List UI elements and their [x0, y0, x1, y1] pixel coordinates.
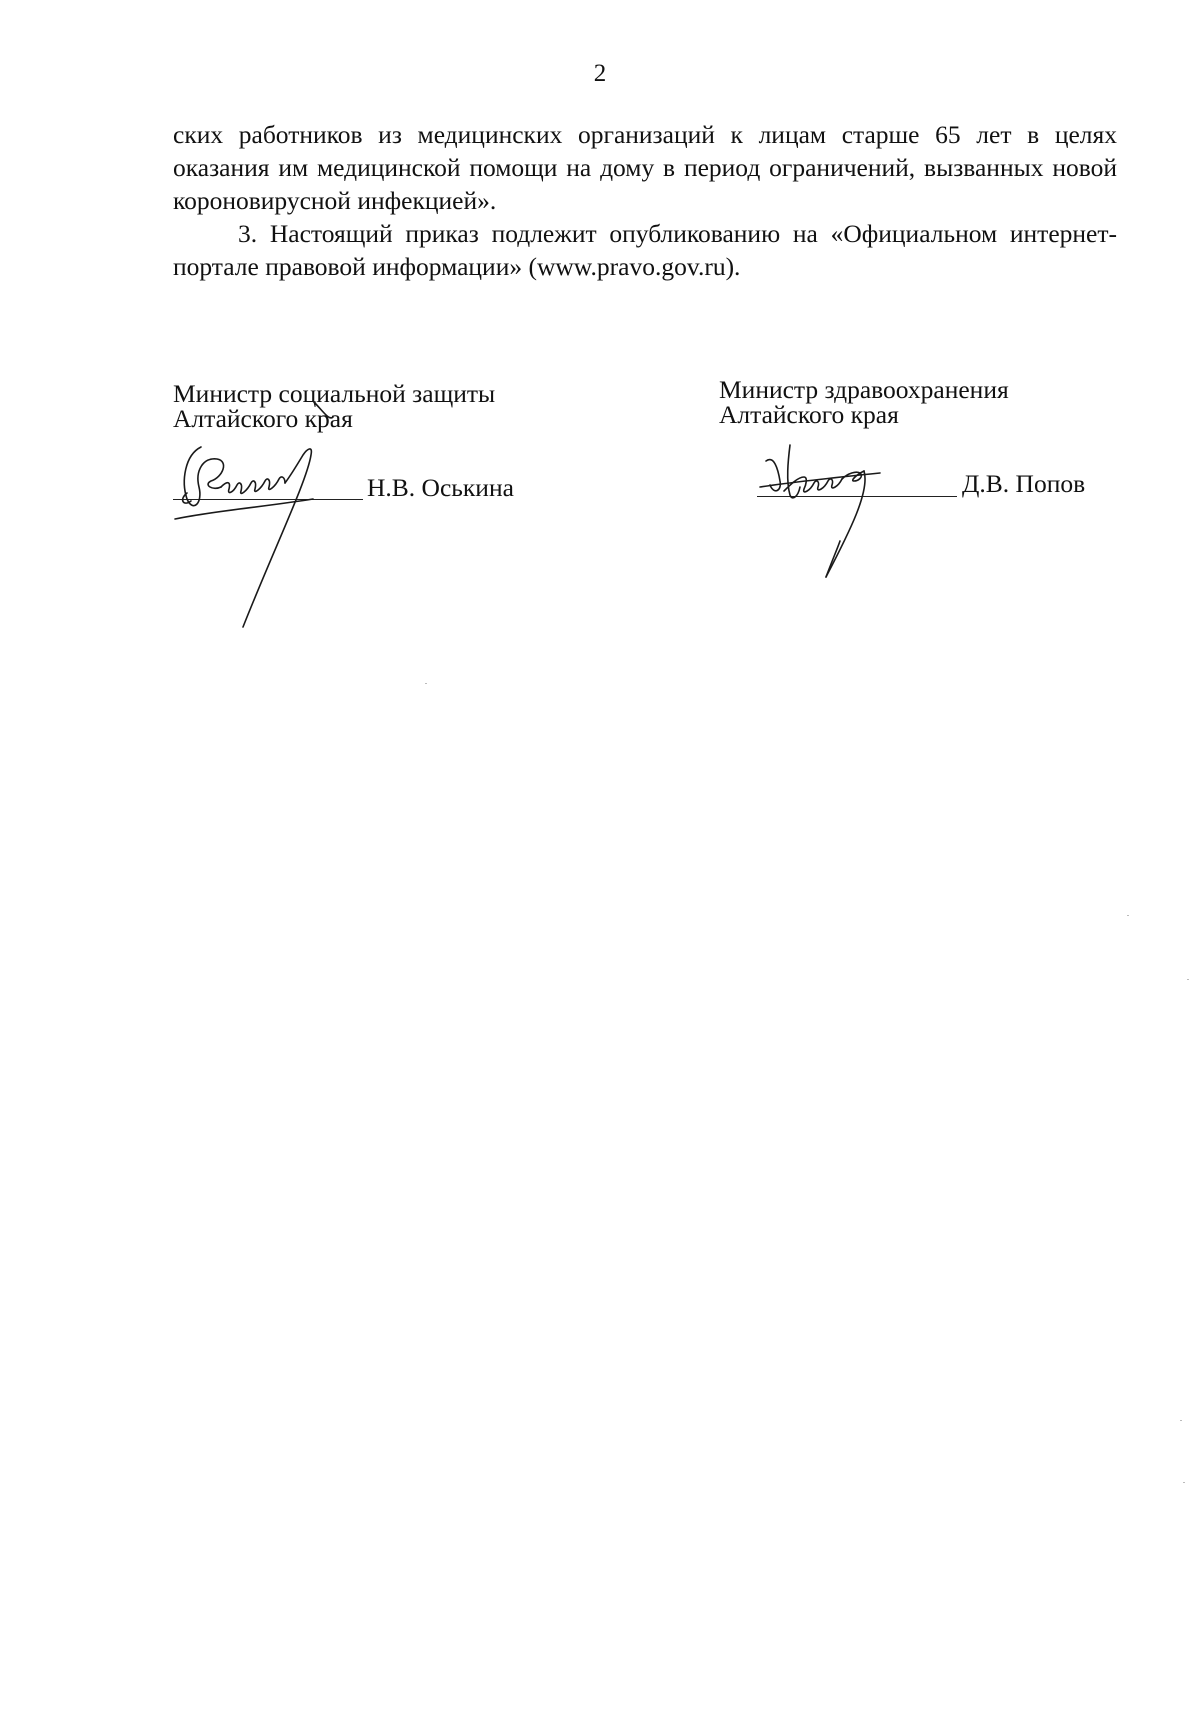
signatory-right-name: Д.В. Попов [962, 469, 1086, 498]
scan-speck [1187, 979, 1189, 980]
page-number: 2 [593, 60, 607, 87]
signatory-left-title [173, 381, 495, 431]
signature-right-handwritten [760, 451, 940, 591]
signatory-left-title-line2: Алтайского края [173, 404, 353, 433]
scan-speck [1180, 1420, 1182, 1421]
signatory-right-title [719, 377, 1009, 427]
signatory-left-title-line1: Министр социальной защиты [173, 379, 496, 408]
signatory-right-title-line1: Министр здравоохранения [719, 375, 1009, 404]
paragraph-3: 3. Настоящий приказ подлежит опубликованию на «Официальном интернет-портале правовой информации» (www.pravo.gov.ru). [173, 219, 1117, 281]
scan-speck [1183, 1482, 1185, 1483]
signatory-left-name: Н.В. Оськина [367, 473, 514, 502]
scan-speck [1127, 915, 1129, 916]
signature-left-handwritten [173, 441, 363, 631]
signatory-right-title-line2: Алтайского края [719, 400, 899, 429]
scan-speck [425, 683, 427, 684]
paragraph-continuation: ских работников из медицинских организаций к лицам старше 65 лет в целях оказания им медицинской помощи на дому в период ограничений, вызванных новой короновирусной инфекцией». [173, 120, 1117, 215]
document-body [173, 118, 1117, 283]
signature-section [0, 375, 1200, 581]
